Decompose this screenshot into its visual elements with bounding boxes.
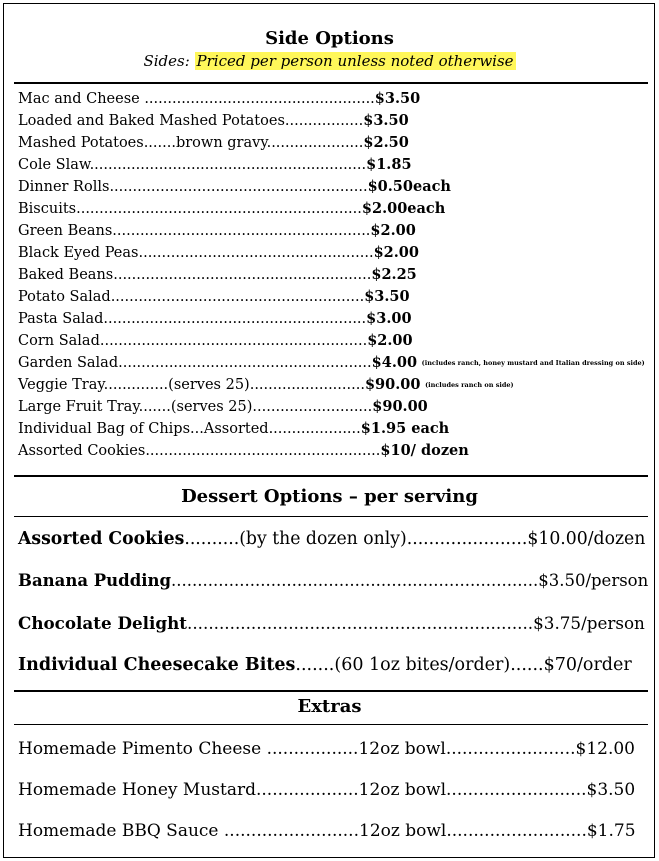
subtitle-highlight: Priced per person unless noted otherwise — [196, 52, 514, 70]
leader-dots: ................. — [266, 739, 359, 759]
item-name: Baked Beans — [18, 267, 114, 283]
side-item — [18, 353, 645, 373]
item-extra: (60 1oz bites/order) — [334, 655, 511, 675]
leader-dots: .......... — [184, 529, 240, 549]
item-price: $70/order — [543, 655, 632, 675]
item-name: Individual Cheesecake Bites — [18, 655, 296, 675]
item-name: Homemade Honey Mustard — [18, 780, 256, 800]
side-item — [18, 177, 451, 197]
dessert-options-title: Dessert Options – per serving — [181, 486, 478, 507]
side-item — [18, 221, 416, 241]
item-price: $3.50 — [586, 780, 636, 800]
dessert-item — [18, 653, 632, 677]
item-price: $1.75 — [586, 821, 636, 841]
leader-dots: ...... — [510, 655, 544, 675]
item-extra: Assorted — [203, 421, 269, 437]
item-name: Chocolate Delight — [18, 613, 188, 633]
leader-dots: ....................................................... — [118, 355, 372, 371]
item-price: $1.85 — [366, 156, 412, 173]
leader-dots: ................................................................. — [187, 613, 534, 633]
leader-dots: ....... — [295, 655, 335, 675]
item-price: $2.00 — [370, 222, 416, 239]
leader-dots: .......................... — [252, 399, 373, 415]
item-price: $10/ dozen — [380, 442, 469, 459]
item-name: Assorted Cookies — [18, 443, 146, 459]
item-price: $0.50each — [367, 178, 451, 195]
item-price: $12.00 — [575, 739, 635, 759]
leader-dots: ....... — [138, 399, 171, 415]
item-name: Biscuits — [18, 201, 77, 217]
side-item — [18, 133, 409, 153]
item-price: $3.75/person — [533, 613, 645, 633]
item-price: $2.00each — [361, 200, 446, 217]
leader-dots: ....................................................... — [110, 289, 365, 305]
item-price: $3.50/person — [538, 571, 649, 590]
item-size: 12oz bowl — [358, 780, 447, 800]
side-item — [18, 265, 417, 285]
leader-dots: ..................... — [266, 135, 364, 151]
side-item — [18, 89, 420, 109]
extras-divider — [14, 724, 648, 725]
side-options-divider — [14, 82, 648, 84]
dessert-divider — [14, 516, 648, 517]
side-item — [18, 111, 409, 131]
item-price: $2.00 — [373, 244, 419, 261]
leader-dots: ................... — [255, 780, 359, 800]
leader-dots: ......................... — [223, 821, 359, 841]
side-item — [18, 309, 412, 329]
extras-divider-top — [14, 690, 648, 692]
leader-dots: .......................... — [446, 821, 587, 841]
item-size: 12oz bowl — [358, 739, 446, 759]
item-name: Potato Salad — [18, 289, 111, 305]
item-price: $3.50 — [374, 90, 421, 107]
subtitle-prefix: Sides: — [143, 52, 195, 70]
item-price: $1.95 each — [360, 420, 450, 437]
item-name: Assorted Cookies — [18, 529, 185, 549]
item-note: (includes ranch on side) — [425, 381, 514, 389]
item-size: 12oz bowl — [359, 821, 447, 841]
leader-dots: .......................................................... — [99, 333, 368, 349]
leader-dots: ...................... — [406, 529, 528, 549]
item-price: $90.00 — [364, 376, 421, 393]
leader-dots: ........................................................ — [109, 179, 368, 195]
dessert-item — [18, 527, 645, 551]
leader-dots: .............................................................. — [76, 201, 362, 217]
leader-dots: .................... — [268, 421, 361, 437]
item-name: Banana Pudding — [18, 571, 172, 590]
side-item — [18, 199, 445, 219]
leader-dots: ......................................................... — [103, 311, 367, 327]
dessert-item — [18, 569, 648, 593]
side-item — [18, 331, 413, 351]
item-extra: brown gravy — [175, 135, 267, 151]
item-price: $3.50 — [363, 112, 409, 129]
item-price: $3.00 — [366, 310, 412, 327]
item-name: Cole Slaw — [18, 157, 90, 173]
side-item — [18, 419, 449, 439]
leader-dots: .............. — [103, 377, 169, 393]
item-name: Dinner Rolls — [18, 179, 110, 195]
item-name: Homemade Pimento Cheese — [18, 739, 267, 759]
leader-dots: .......................... — [446, 780, 587, 800]
leader-dots: ...................................................................... — [171, 571, 539, 590]
item-name: Black Eyed Peas — [18, 245, 139, 261]
extras-item — [18, 819, 636, 843]
leader-dots: ........................ — [445, 739, 576, 759]
leader-dots: ................................................... — [138, 245, 374, 261]
side-options-title: Side Options — [265, 28, 394, 49]
leader-dots: ................. — [284, 113, 364, 129]
side-item — [18, 287, 410, 307]
leader-dots: ............................................................ — [89, 157, 367, 173]
extras-title: Extras — [297, 696, 362, 717]
item-name: Green Beans — [18, 223, 113, 239]
item-price: $2.25 — [371, 266, 417, 283]
side-item — [18, 155, 412, 175]
extras-item — [18, 778, 635, 802]
item-name: Homemade BBQ Sauce — [18, 821, 224, 841]
leader-dots: ........................................................ — [112, 223, 371, 239]
item-name: Individual Bag of Chips — [18, 421, 191, 437]
side-item — [18, 441, 469, 461]
item-price: $3.50 — [364, 288, 410, 305]
item-name: Veggie Tray — [18, 377, 104, 393]
dessert-divider-top — [14, 475, 648, 477]
item-price: $2.00 — [367, 332, 413, 349]
item-extra: (serves 25) — [170, 399, 253, 415]
leader-dots: ... — [190, 421, 204, 437]
item-price: $4.00 — [371, 354, 418, 371]
item-name: Pasta Salad — [18, 311, 104, 327]
side-item — [18, 397, 428, 417]
leader-dots: ................................................... — [145, 443, 381, 459]
item-extra: (by the dozen only) — [239, 529, 407, 549]
side-item — [18, 243, 419, 263]
side-item — [18, 375, 514, 395]
side-options-subtitle — [0, 52, 659, 70]
item-name: Mac and Cheese — [18, 91, 145, 107]
extras-item — [18, 737, 635, 761]
leader-dots: ......................... — [249, 377, 365, 393]
item-name: Corn Salad — [18, 333, 100, 349]
item-name: Garden Salad — [18, 355, 119, 371]
item-name: Loaded and Baked Mashed Potatoes — [18, 113, 285, 129]
item-note: (includes ranch, honey mustard and Italian dressing on side) — [421, 359, 645, 367]
leader-dots: ....... — [143, 135, 176, 151]
item-name: Large Fruit Tray — [18, 399, 139, 415]
item-name: Mashed Potatoes — [18, 135, 144, 151]
item-price: $90.00 — [372, 398, 428, 415]
item-price: $2.50 — [363, 134, 409, 151]
leader-dots: .................................................. — [144, 91, 375, 107]
item-price: $10.00/dozen — [527, 529, 646, 549]
leader-dots: ........................................................ — [113, 267, 372, 283]
item-extra: (serves 25) — [168, 377, 250, 393]
dessert-item — [18, 611, 645, 635]
